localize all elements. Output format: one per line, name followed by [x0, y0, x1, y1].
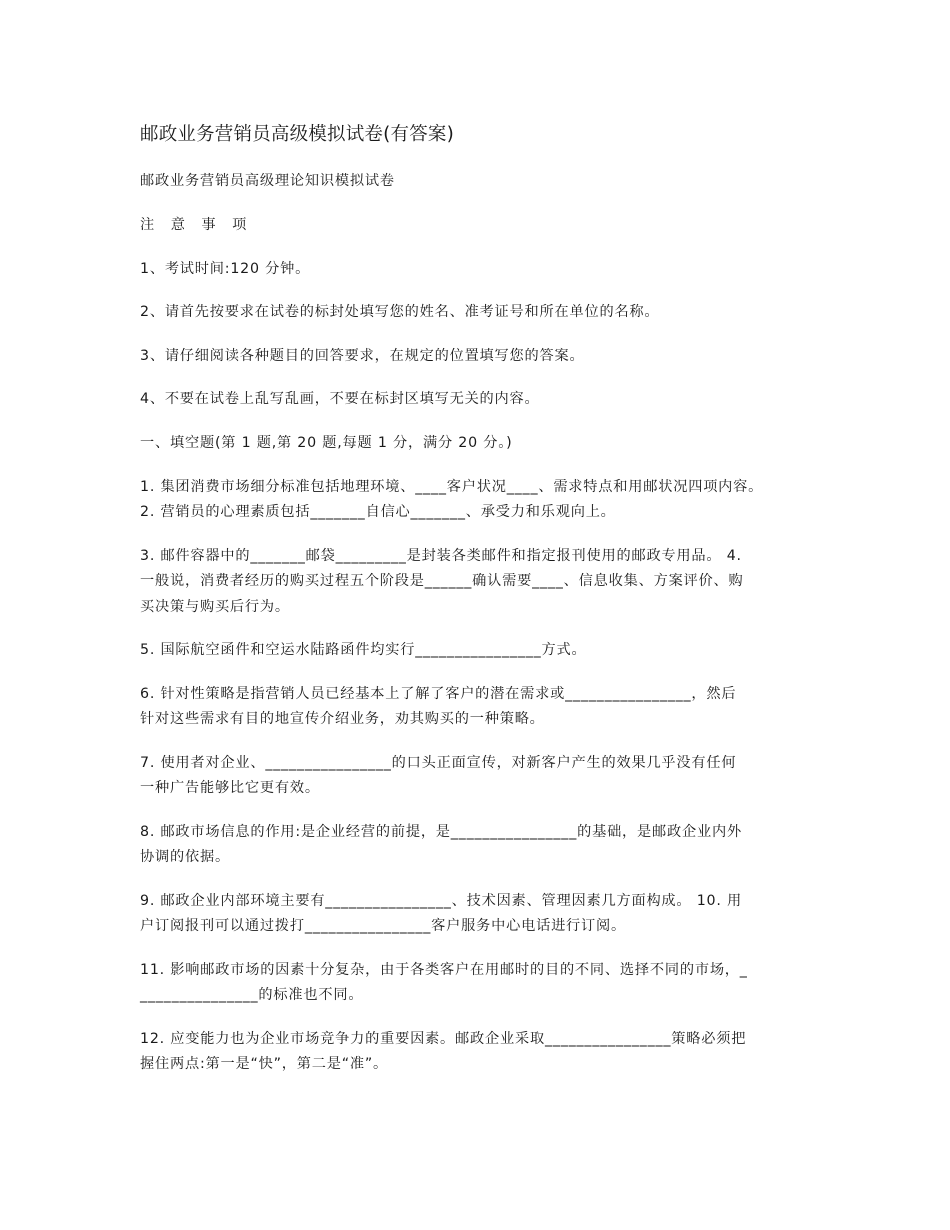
question-line: 6. 针对性策略是指营销人员已经基本上了解了客户的潜在需求或________________，然后	[140, 686, 737, 702]
question-line: 11. 影响邮政市场的因素十分复杂，由于各类客户在用邮时的目的不同、选择不同的市场，_	[140, 962, 748, 978]
question-line: 5. 国际航空函件和空运水陆路函件均实行________________方式。	[140, 642, 587, 658]
question-line: 户订阅报刊可以通过拨打________________客户服务中心电话进行订阅。	[140, 918, 627, 934]
question-line: 2. 营销员的心理素质包括_______自信心_______、承受力和乐观向上。	[140, 504, 616, 520]
question-line: 12. 应变能力也为企业市场竞争力的重要因素。邮政企业采取________________策略必须把	[140, 1031, 747, 1047]
notice-item: 2、请首先按要求在试卷的标封处填写您的姓名、准考证号和所在单位的名称。	[140, 304, 660, 320]
question-line: 协调的依据。	[140, 849, 230, 865]
question-line: _______________的标准也不同。	[140, 987, 364, 1003]
question-line: 买决策与购买后行为。	[140, 599, 290, 615]
document-subtitle: 邮政业务营销员高级理论知识模拟试卷	[140, 173, 395, 189]
question-line: 针对这些需求有目的地宣传介绍业务，劝其购买的一种策略。	[140, 711, 545, 727]
notice-heading: 注 意 事 项	[140, 217, 253, 233]
question-line: 一般说，消费者经历的购买过程五个阶段是______确认需要____、信息收集、方案评价、购	[140, 573, 744, 589]
question-line: 一种广告能够比它更有效。	[140, 780, 320, 796]
question-line: 1. 集团消费市场细分标准包括地理环境、____客户状况____、需求特点和用邮状况四项内容。	[140, 479, 764, 495]
section-heading: 一、填空题(第 1 题,第 20 题,每题 1 分，满分 20 分。)	[140, 435, 513, 451]
question-line: 9. 邮政企业内部环境主要有________________、技术因素、管理因素几方面构成。 10. 用	[140, 893, 742, 909]
question-line: 3. 邮件容器中的_______邮袋_________是封装各类邮件和指定报刊使用的邮政专用品。 4.	[140, 548, 742, 564]
notice-item: 1、考试时间:120 分钟。	[140, 261, 311, 277]
notice-item: 4、不要在试卷上乱写乱画，不要在标封区填写无关的内容。	[140, 391, 540, 407]
document-title: 邮政业务营销员高级模拟试卷(有答案)	[140, 124, 455, 145]
question-line: 握住两点:第一是“快”，第二是“准”。	[140, 1056, 389, 1072]
question-line: 7. 使用者对企业、________________的口头正面宣传，对新客户产生的效果几乎没有任何	[140, 755, 737, 771]
question-line: 8. 邮政市场信息的作用:是企业经营的前提，是________________的基础，是邮政企业内外	[140, 824, 742, 840]
notice-item: 3、请仔细阅读各种题目的回答要求，在规定的位置填写您的答案。	[140, 348, 585, 364]
